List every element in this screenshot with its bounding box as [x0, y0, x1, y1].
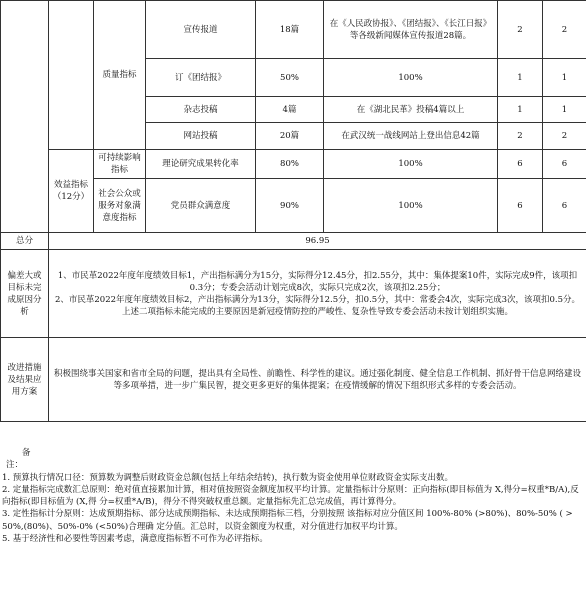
- weight-value: 6: [498, 179, 543, 233]
- improvement-plan-text: 积极围绕事关国家和省市全局的问题，提出具有全局性、前瞻性、科学性的建议。通过强化制度、健全信息工作机制、抓好骨干信息网络建设等多项举措，进一步广集民智，提交更多更好的集体提案；在疫情缓解的情况下组织形式多样的专委会活动。: [49, 338, 586, 422]
- notes-title: 备: [22, 448, 31, 458]
- deviation-analysis-label: 偏差大或目标未完成原因分析: [1, 250, 49, 338]
- deviation-row: [1, 250, 586, 338]
- score-value: 2: [543, 123, 586, 150]
- blank-cell: [49, 1, 94, 150]
- target-value: 20篇: [256, 123, 324, 150]
- deviation-line: 2、市民革2022年度年度绩效目标2，产出指标满分为13分，实际得分12.5分，扣0.5分，其中：常委会4次，实际完成3次，该项扣0.5分。: [54, 294, 581, 305]
- weight-value: 2: [498, 1, 543, 59]
- deviation-line: 1、市民革2022年度年度绩效目标1，产出指标满分为15分，实际得分12.45分，扣2.55分，其中：集体提案10件，实际完成9件，该项扣0.3分；专委会活动计划完成8次，实际只完成2次，该项扣2.25分；: [57, 270, 578, 293]
- score-value: 2: [543, 1, 586, 59]
- target-value: 90%: [256, 179, 324, 233]
- notes-subtitle: 注：: [6, 460, 24, 471]
- weight-value: 1: [498, 59, 543, 97]
- benefit-indicator-label: 效益指标（12分）: [49, 150, 94, 233]
- deviation-analysis-text: [49, 250, 586, 338]
- metric-name: 理论研究成果转化率: [146, 150, 256, 179]
- score-value: 1: [543, 59, 586, 97]
- weight-value: 6: [498, 150, 543, 179]
- weight-value: 1: [498, 97, 543, 123]
- metric-name: 宣传报道: [146, 1, 256, 59]
- score-value: 1: [543, 97, 586, 123]
- table-row: [1, 150, 586, 179]
- weight-value: 2: [498, 123, 543, 150]
- actual-value: 100%: [324, 59, 498, 97]
- blank-cell: [1, 1, 49, 233]
- target-value: 4篇: [256, 97, 324, 123]
- actual-value: 在武汉统一战线网站上登出信息42篇: [324, 123, 498, 150]
- deviation-line: 上述二项指标未能完成的主要原因是新冠疫情防控的严峻性、复杂性导致专委会活动未按计划组织实施。: [121, 306, 513, 317]
- score-value: 6: [543, 150, 586, 179]
- note-item: 5. 基于经济性和必要性等因素考虑，满意度指标暂不可作为必评指标。: [2, 534, 268, 545]
- actual-value: 在《湖北民革》投稿4篇以上: [324, 97, 498, 123]
- actual-value: 100%: [324, 150, 498, 179]
- actual-value: 100%: [324, 179, 498, 233]
- actual-value: 在《人民政协报》、《团结报》、《长江日报》等各级新闻媒体宣传报道28篇。: [324, 1, 498, 59]
- target-value: 18篇: [256, 1, 324, 59]
- score-value: 6: [543, 179, 586, 233]
- improvement-row: [1, 338, 586, 422]
- metric-name: 订《团结报》: [146, 59, 256, 97]
- sustainability-indicator-label: 可持续影响指标: [94, 150, 146, 179]
- metric-name: 党员群众满意度: [146, 179, 256, 233]
- target-value: 80%: [256, 150, 324, 179]
- improvement-plan-label: 改进措施及结果应用方案: [1, 338, 49, 422]
- target-value: 50%: [256, 59, 324, 97]
- note-item: 2. 定量指标完成数汇总原则：绝对值直接累加计算，相对值按照资金额度加权平均计算。定量指标计分原则：正向指标(即目标值为 X,得分=权重*B/A),反向指标(即目标值为 (X,得 分=权重*A/B)，得分不得突破权重总额。定量指标先汇总完成值，再计算得分。: [2, 484, 579, 508]
- note-item: 3. 定性指标计分原则：达成预期指标、部分达成预期指标、未达成预期指标三档，分别按照 该指标对应分值区间 100%-80% (>80%)、80%-50% ( > 50%,(80%)、50%-0% (<50%)合理确 定分值。汇总时，以资金额度为权重，对分值进行加权平均计算。: [2, 509, 573, 532]
- metric-name: 网站投稿: [146, 123, 256, 150]
- satisfaction-indicator-label: 社会公众或服务对象满意度指标: [94, 179, 146, 233]
- note-item: 1. 预算执行情况口径：预算数为调整后财政资金总额(包括上年结余结转)，执行数为资金使用单位财政资金实际支出数。: [2, 472, 453, 483]
- total-value: 96.95: [49, 233, 586, 250]
- metric-name: 杂志投稿: [146, 97, 256, 123]
- total-row: [1, 233, 586, 250]
- quality-indicator-label: 质量指标: [94, 1, 146, 150]
- table-row: [1, 1, 586, 59]
- notes-section: [0, 447, 586, 545]
- total-label: 总分: [1, 233, 49, 250]
